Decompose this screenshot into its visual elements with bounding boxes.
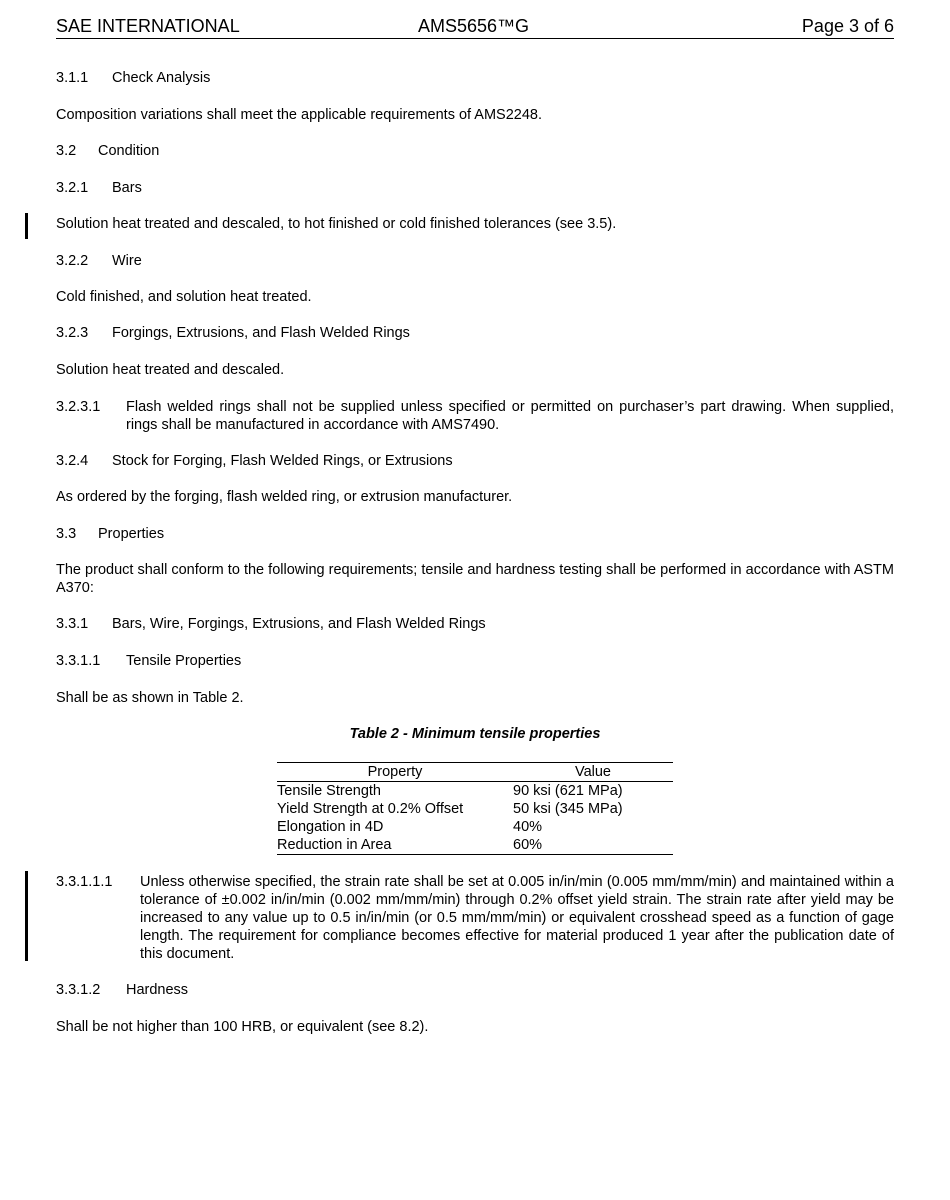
section-number: 3.3.1.1 (56, 653, 101, 669)
value-cell: 50 ksi (345 MPa) (513, 801, 623, 817)
section-title: Properties (98, 526, 165, 542)
section-title: Bars (112, 180, 142, 196)
section-title: Hardness (126, 982, 189, 998)
revision-change-bar (25, 871, 28, 961)
section-number: 3.3 (56, 526, 77, 542)
section-title: Tensile Properties (126, 653, 242, 669)
table-caption: Table 2 - Minimum tensile properties (349, 726, 601, 742)
document-page: SAE INTERNATIONAL AMS5656™G Page 3 of 6 3.1.1 Check Analysis Composition variations shall meet the applicable requirements of AMS2248. 3.2 Condition 3.2.1 Bars Solution heat treated and descaled, to hot finished or cold finished tolerances (see 3.5). 3.2.2 Wire Cold finished, and solution heat treated. 3.2.3 Forgings, Extrusions, and Flash Welded Rings Solution heat treated and descaled. 3.2.3.1 Flash welded rings shall not be supplied unless specified or permitted on purchaser’s part drawing. When supplied, rings shall be manufactured in accordance with AMS7490. 3.2.4 Stock for Forging, Flash Welded Rings, or Extrusions As ordered by the forging, flash welded ring, or extrusion manufacturer. 3.3 Properties The product shall conform to the following requirements; tensile and hardness testing shall be performed in accordance with ASTM A370: 3.3.1 Bars, Wire, Forgings, Extrusions, and Flash Welded Rings 3.3.1.1 Tensile Properties Shall be as shown in Table 2. Table 2 - Minimum tensile properties Property Value Tensile Strength 90 ksi (621 MPa) Yield Strength at 0.2% Offset 50 ksi (345 MPa) Elongation in 4D 40% Reduction in Area 60% 3.3.1.1.1 Unless otherwise specified, the strain rate shall be set at 0.005 in/in/min (0.005 mm/mm/min) and maintained within a tolerance of ±0.002 in/in/min (0.002 mm/mm/min) through 0.2% offset yield strain. The strain rate after yield may be increased to any value up to 0.5 in/in/min (or 0.5 mm/mm/min) or equivalent crosshead speed as a function of gage length. The requirement for compliance becomes effective for material produced 1 year after the publication date of this document. 3.3.1.2 Hardness Shall be not higher than 100 HRB, or equivalent (see 8.2). (0, 0, 950, 1200)
property-cell: Tensile Strength (277, 783, 381, 799)
header-page-number: Page 3 of 6 (801, 16, 894, 36)
section-number: 3.2 (56, 143, 77, 159)
column-header-value: Value (513, 763, 673, 782)
section-title: Forgings, Extrusions, and Flash Welded Rings (112, 325, 410, 341)
section-3-3-1-2-text: Shall be not higher than 100 HRB, or equivalent (see 8.2). (56, 1019, 429, 1035)
table-row (277, 782, 673, 801)
column-header-property: Property (277, 763, 513, 782)
table-row (277, 818, 673, 836)
section-3-3-text: The product shall conform to the following requirements; tensile and hardness testing shall be performed in accordance with ASTM A370: (56, 562, 894, 596)
header-document-number: AMS5656™G (418, 16, 530, 36)
section-3-3-1-1-text: Shall be as shown in Table 2. (56, 690, 244, 706)
section-3-3-1-1-1-text: Unless otherwise specified, the strain rate shall be set at 0.005 in/in/min (0.005 mm/mm/min) and maintained within a tolerance of ±0.002 in/in/min (0.002 mm/mm/min) through 0.2% offset yield strain. The strain rate after yield may be increased to any value up to 0.5 in/in/min (or 0.5 mm/mm/min) or equivalent crosshead speed as a function of gage length. The requirement for compliance becomes effective for material produced 1 year after the publication date of this document. (140, 874, 894, 962)
section-3-2-3-1-text: Flash welded rings shall not be supplied unless specified or permitted on purchaser’s part drawing. When supplied, rings shall be manufactured in accordance with AMS7490. (126, 399, 894, 433)
section-title: Check Analysis (112, 70, 211, 86)
section-number: 3.2.2 (56, 253, 89, 269)
page-header (56, 16, 894, 39)
section-number: 3.1.1 (56, 70, 89, 86)
section-number: 3.2.1 (56, 180, 89, 196)
section-3-1-1-text: Composition variations shall meet the applicable requirements of AMS2248. (56, 107, 543, 123)
section-number: 3.2.3 (56, 325, 89, 341)
section-3-2-4-text: As ordered by the forging, flash welded ring, or extrusion manufacturer. (56, 489, 513, 505)
header-organization: SAE INTERNATIONAL (56, 16, 240, 36)
section-title: Stock for Forging, Flash Welded Rings, or Extrusions (112, 453, 453, 469)
section-title: Wire (112, 253, 142, 269)
tensile-properties-table (277, 762, 673, 855)
section-title: Bars, Wire, Forgings, Extrusions, and Flash Welded Rings (112, 616, 486, 632)
value-cell: 60% (513, 837, 543, 853)
table-header-row (277, 763, 673, 782)
revision-change-bar (25, 213, 28, 239)
section-title: Condition (98, 143, 160, 159)
value-cell: 90 ksi (621 MPa) (513, 783, 623, 799)
section-3-2-3-text: Solution heat treated and descaled. (56, 362, 285, 378)
table-row (277, 800, 673, 818)
section-number: 3.3.1.2 (56, 982, 101, 998)
section-3-2-2-text: Cold finished, and solution heat treated. (56, 289, 312, 305)
section-number: 3.3.1 (56, 616, 89, 632)
section-3-2-1-text: Solution heat treated and descaled, to hot finished or cold finished tolerances (see 3.5). (56, 216, 617, 232)
section-number: 3.2.4 (56, 453, 89, 469)
property-cell: Reduction in Area (277, 837, 392, 853)
property-cell: Yield Strength at 0.2% Offset (277, 801, 464, 817)
value-cell: 40% (513, 819, 543, 835)
property-cell: Elongation in 4D (277, 819, 384, 835)
table-row (277, 836, 673, 855)
